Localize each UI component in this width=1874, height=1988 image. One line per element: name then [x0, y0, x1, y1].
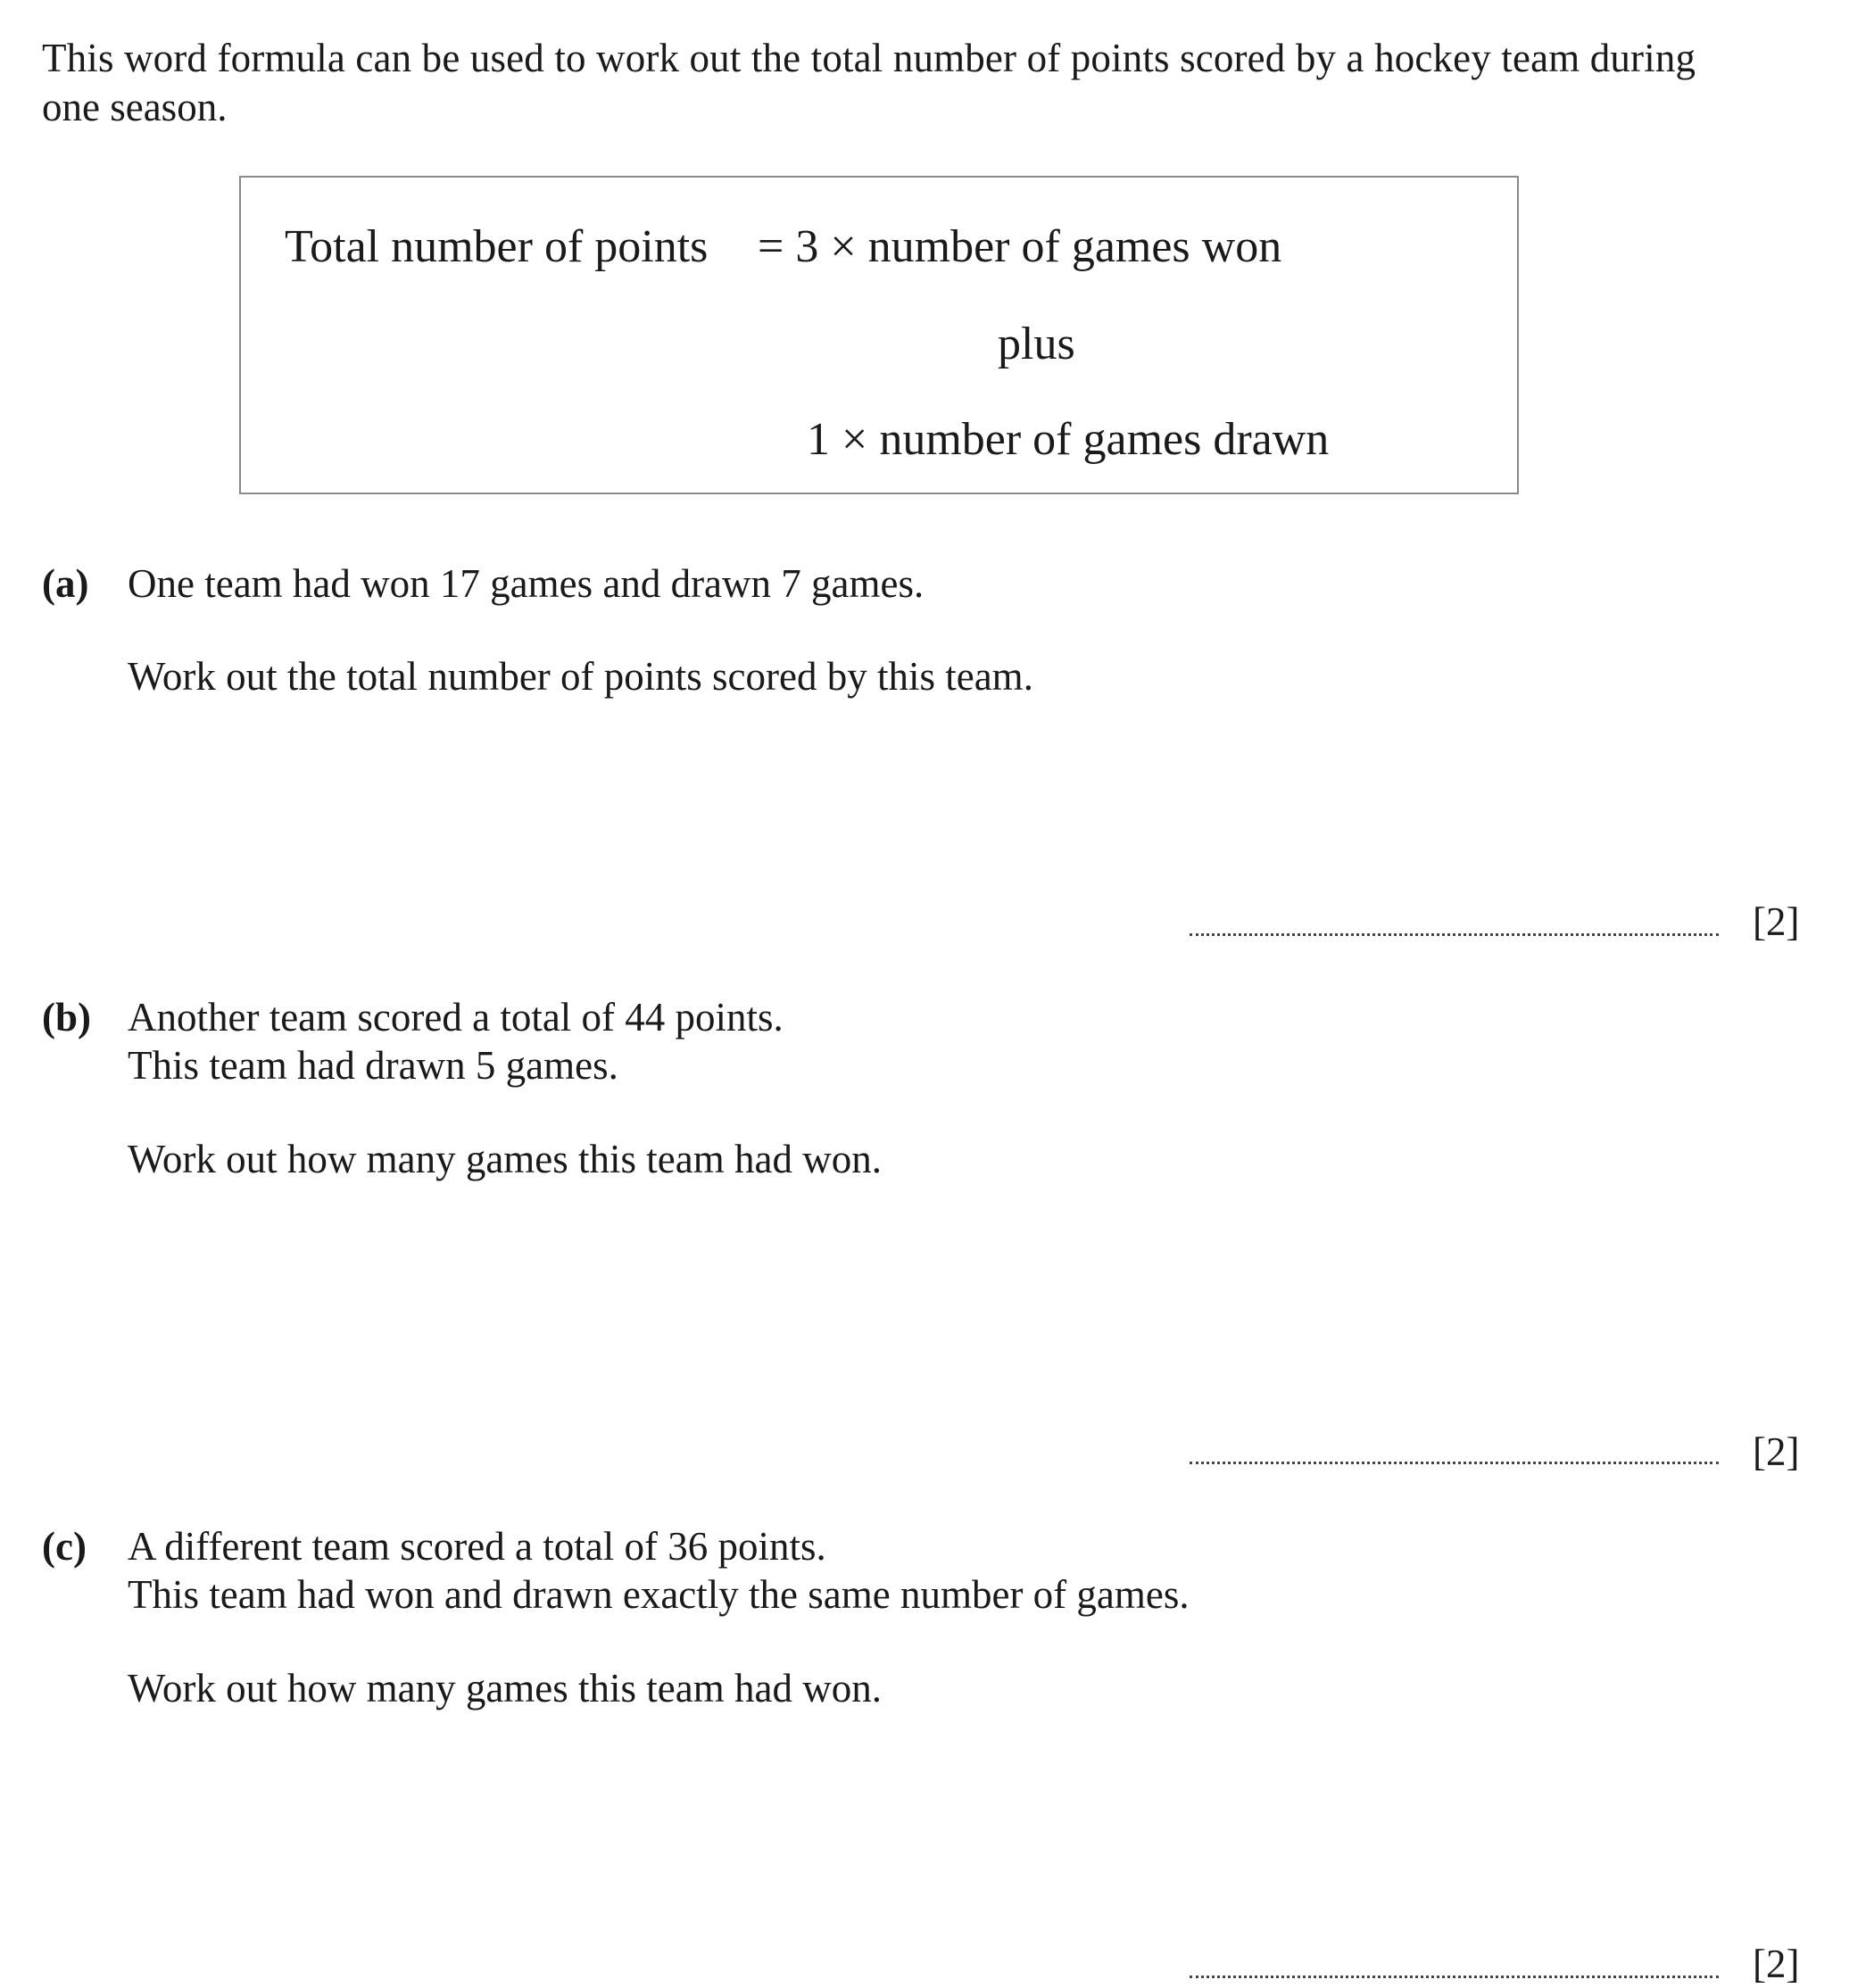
question-a-label: (a) [42, 561, 89, 606]
marks-b: [2] [1753, 1429, 1800, 1474]
marks-c: [2] [1753, 1942, 1800, 1986]
question-c-label: (c) [42, 1524, 87, 1569]
marks-a: [2] [1753, 899, 1800, 944]
question-b-instruction: Work out how many games this team had won. [128, 1137, 882, 1181]
question-c-text-2: This team had won and drawn exactly the same number of games. [128, 1572, 1190, 1617]
question-b-text-2: This team had drawn 5 games. [128, 1043, 618, 1088]
intro-line-2: one season. [42, 85, 228, 129]
formula-term-won: = 3 × number of games won [758, 221, 1282, 272]
answer-line-c[interactable] [1190, 1976, 1719, 1978]
question-a-text: One team had won 17 games and drawn 7 games. [128, 561, 925, 606]
question-a-instruction: Work out the total number of points scored by this team. [128, 654, 1033, 699]
question-b-label: (b) [42, 995, 91, 1040]
formula-plus: plus [998, 319, 1075, 369]
formula-term-drawn: 1 × number of games drawn [807, 414, 1330, 465]
answer-line-b[interactable] [1190, 1462, 1719, 1464]
question-c-instruction: Work out how many games this team had won. [128, 1666, 882, 1711]
question-c-text-1: A different team scored a total of 36 points. [128, 1524, 826, 1569]
question-b-text-1: Another team scored a total of 44 points. [128, 995, 784, 1040]
intro-line-1: This word formula can be used to work out the total number of points scored by a hockey team during [42, 36, 1696, 80]
answer-line-a[interactable] [1190, 933, 1719, 936]
formula-lhs: Total number of points [285, 221, 709, 272]
